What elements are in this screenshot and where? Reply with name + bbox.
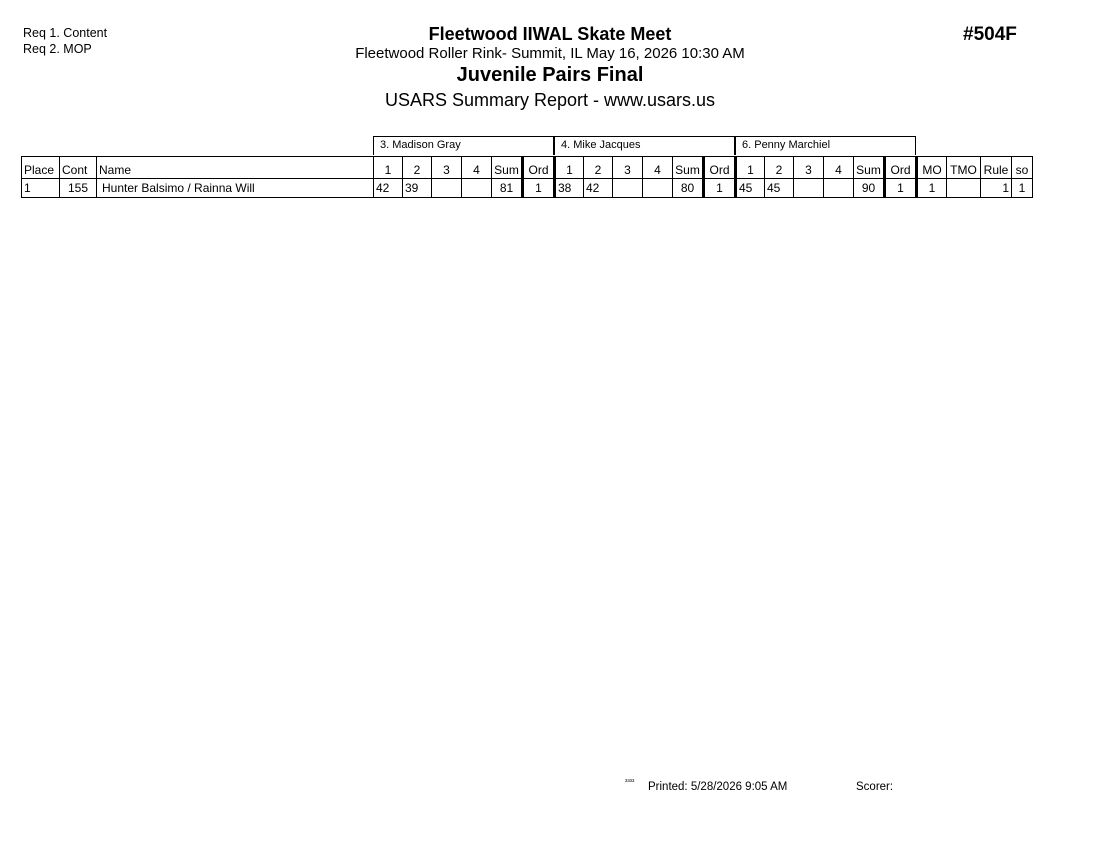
footer-code: ³³³³ [625, 779, 635, 786]
table-header-row [22, 157, 1033, 179]
j2-score-2: 42 [584, 179, 613, 198]
j2-ord: 1 [704, 179, 736, 198]
event-number: #504F [963, 24, 1017, 45]
col-j2-s4: 4 [643, 157, 673, 179]
tmo-cell [947, 179, 981, 198]
j3-sum: 90 [854, 179, 885, 198]
col-cont: Cont [60, 157, 97, 179]
j3-score-1: 45 [736, 179, 765, 198]
table-row [22, 179, 1033, 198]
col-j3-s4: 4 [824, 157, 854, 179]
col-place: Place [22, 157, 60, 179]
requirement-1: Req 1. Content [23, 26, 108, 40]
j1-score-3 [432, 179, 462, 198]
judge-header-1: 3. Madison Gray [373, 136, 554, 155]
col-j1-ord: Ord [523, 157, 555, 179]
col-j1-sum: Sum [492, 157, 523, 179]
col-name: Name [97, 157, 374, 179]
col-so: so [1012, 157, 1033, 179]
col-j2-s3: 3 [613, 157, 643, 179]
j1-ord: 1 [523, 179, 555, 198]
cont-cell: 155 [60, 179, 97, 198]
printed-timestamp: Printed: 5/28/2026 9:05 AM [648, 781, 788, 793]
event-name: Juvenile Pairs Final [456, 64, 644, 86]
col-j1-s3: 3 [432, 157, 462, 179]
col-j3-s1: 1 [736, 157, 765, 179]
skater-name-cell: Hunter Balsimo / Rainna Will [97, 179, 374, 198]
j1-score-2: 39 [403, 179, 432, 198]
j1-sum: 81 [492, 179, 523, 198]
so-cell: 1 [1012, 179, 1033, 198]
j1-score-1: 42 [374, 179, 403, 198]
col-tmo: TMO [947, 157, 981, 179]
location-date: Fleetwood Roller Rink- Summit, IL May 16, 2026 10:30 AM [355, 45, 745, 62]
j3-ord: 1 [885, 179, 917, 198]
requirement-2: Req 2. MOP [23, 42, 92, 56]
col-j1-s4: 4 [462, 157, 492, 179]
meet-title: Fleetwood IIWAL Skate Meet [428, 24, 672, 44]
j2-score-3 [613, 179, 643, 198]
results-table [21, 156, 1033, 198]
col-j3-s2: 2 [765, 157, 794, 179]
judge-header-3: 6. Penny Marchiel [735, 136, 916, 155]
col-j1-s2: 2 [403, 157, 432, 179]
col-j3-ord: Ord [885, 157, 917, 179]
col-j1-s1: 1 [374, 157, 403, 179]
mo-cell: 1 [917, 179, 947, 198]
col-j2-sum: Sum [673, 157, 704, 179]
judge-header-2: 4. Mike Jacques [554, 136, 735, 155]
report-title: USARS Summary Report - www.usars.us [384, 90, 716, 110]
col-mo: MO [917, 157, 947, 179]
j3-score-4 [824, 179, 854, 198]
col-j2-s1: 1 [555, 157, 584, 179]
col-j3-sum: Sum [854, 157, 885, 179]
place-cell: 1 [22, 179, 60, 198]
col-j2-s2: 2 [584, 157, 613, 179]
scorer-label: Scorer: [856, 781, 894, 793]
j2-sum: 80 [673, 179, 704, 198]
rule-cell: 1 [981, 179, 1012, 198]
col-j2-ord: Ord [704, 157, 736, 179]
j2-score-1: 38 [555, 179, 584, 198]
j1-score-4 [462, 179, 492, 198]
j3-score-3 [794, 179, 824, 198]
col-rule: Rule [981, 157, 1012, 179]
col-j3-s3: 3 [794, 157, 824, 179]
j3-score-2: 45 [765, 179, 794, 198]
j2-score-4 [643, 179, 673, 198]
